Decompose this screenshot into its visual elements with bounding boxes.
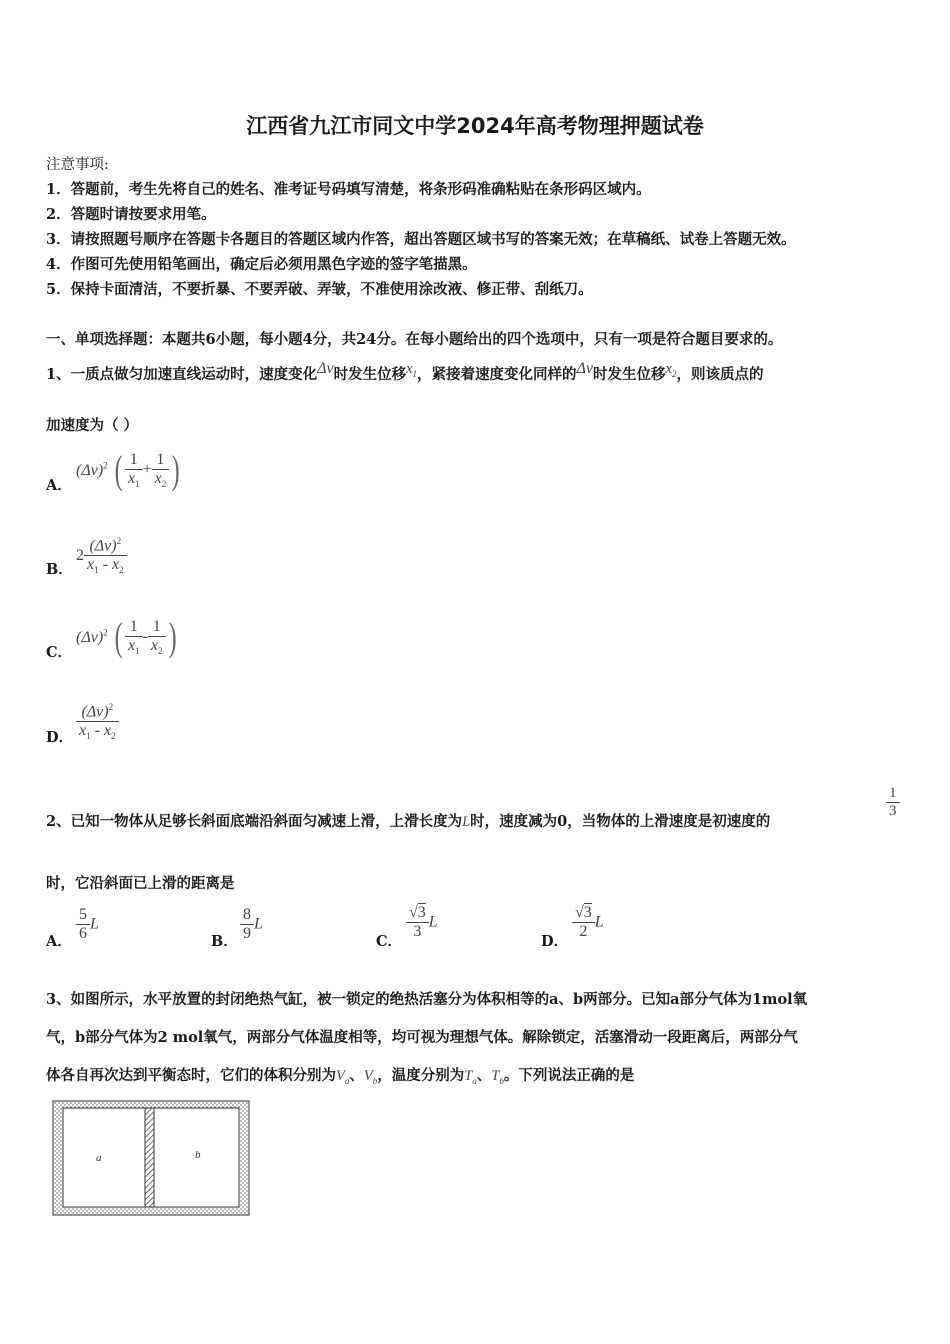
option-a-formula: $(\Delta v)^2$ ( $\frac{1}{x_1}$ + $\frac{1}{x_2}$ ) bbox=[76, 447, 180, 492]
question-3-line2: 气，b部分气体为2 mol氧气，两部分气体温度相等，均可视为理想气体。解除锁定，活塞滑动一段距离后，两部分气 bbox=[46, 1029, 798, 1046]
notice-item: 1．答题前，考生先将自己的姓名、准考证号码填写清楚，将条形码准确粘贴在条形码区域内。 bbox=[46, 181, 651, 198]
option-d-label: D． bbox=[46, 729, 74, 746]
section-heading: 一、单项选择题：本题共6小题，每小题4分，共24分。在每小题给出的四个选项中，只有一项是符合题目要求的。 bbox=[46, 331, 783, 348]
q2-option-c-label: C． bbox=[376, 933, 403, 950]
question-3-line1: 3、如图所示，水平放置的封闭绝热气缸，被一锁定的绝热活塞分为体积相等的a、b两部分。已知a部分气体为1mol氧 bbox=[46, 991, 808, 1008]
piston bbox=[145, 1108, 154, 1207]
q2-option-a-formula: $\frac{5}{6}$ L bbox=[76, 906, 99, 943]
q2-option-b-label: B． bbox=[211, 933, 238, 950]
option-c-label: C． bbox=[46, 644, 73, 661]
option-b-formula: 2 $\frac{(\Delta v)^2}{x_1 - x_2}$ bbox=[76, 536, 127, 576]
q2-option-d-label: D． bbox=[541, 933, 569, 950]
option-d-formula: $\frac{(\Delta v)^2}{x_1 - x_2}$ bbox=[76, 702, 119, 742]
question-3-line3: 体各自再次达到平衡态时，它们的体积分别为$V_a$、$V_b$，温度分别为$T_a$、$T_b$。下列说法正确的是 bbox=[46, 1067, 635, 1086]
q2-option-c-formula: $\frac{√3}{3}$ L bbox=[406, 904, 438, 941]
label-a: a bbox=[96, 1152, 102, 1164]
option-c-formula: $(\Delta v)^2$ ( $\frac{1}{x_1}$ - $\frac{1}{x_2}$ ) bbox=[76, 614, 177, 659]
label-b: b bbox=[195, 1149, 201, 1161]
question-1-stem: 1、一质点做匀加速直线运动时，速度变化Δv时发生位移$x_1$，紧接着速度变化同样的Δv时发生位移$x_2$，则该质点的 bbox=[46, 360, 764, 383]
q2-option-b-formula: $\frac{8}{9}$ L bbox=[240, 906, 263, 943]
q2-option-a-label: A． bbox=[46, 933, 72, 950]
question-1-stem-line2: 加速度为（ ） bbox=[46, 417, 139, 434]
question-2-stem: 2、已知一物体从足够长斜面底端沿斜面匀减速上滑，上滑长度为L时，速度减为0，当物体的上滑速度是初速度的 bbox=[46, 813, 771, 830]
notice-item: 5．保持卡面清洁，不要折暴、不要弄破、弄皱，不准使用涂改液、修正带、刮纸刀。 bbox=[46, 281, 593, 298]
q2-fraction: $\frac{1}{3}$ bbox=[886, 785, 900, 820]
option-a-label: A． bbox=[46, 477, 72, 494]
notice-item: 3．请按照题号顺序在答题卡各题目的答题区域内作答，超出答题区域书写的答案无效；在草稿纸、试卷上答题无效。 bbox=[46, 231, 796, 248]
cylinder-diagram bbox=[52, 1100, 252, 1218]
notice-heading: 注意事项: bbox=[46, 157, 109, 173]
question-2-stem-line2: 时，它沿斜面已上滑的距离是 bbox=[46, 875, 235, 892]
notice-item: 4．作图可先使用铅笔画出，确定后必须用黑色字迹的签字笔描黑。 bbox=[46, 256, 477, 273]
notice-item: 2．答题时请按要求用笔。 bbox=[46, 206, 216, 223]
option-b-label: B． bbox=[46, 561, 73, 578]
q2-option-d-formula: $\frac{√3}{2}$ L bbox=[572, 904, 604, 941]
page-title: 江西省九江市同文中学2024年高考物理押题试卷 bbox=[246, 114, 704, 138]
